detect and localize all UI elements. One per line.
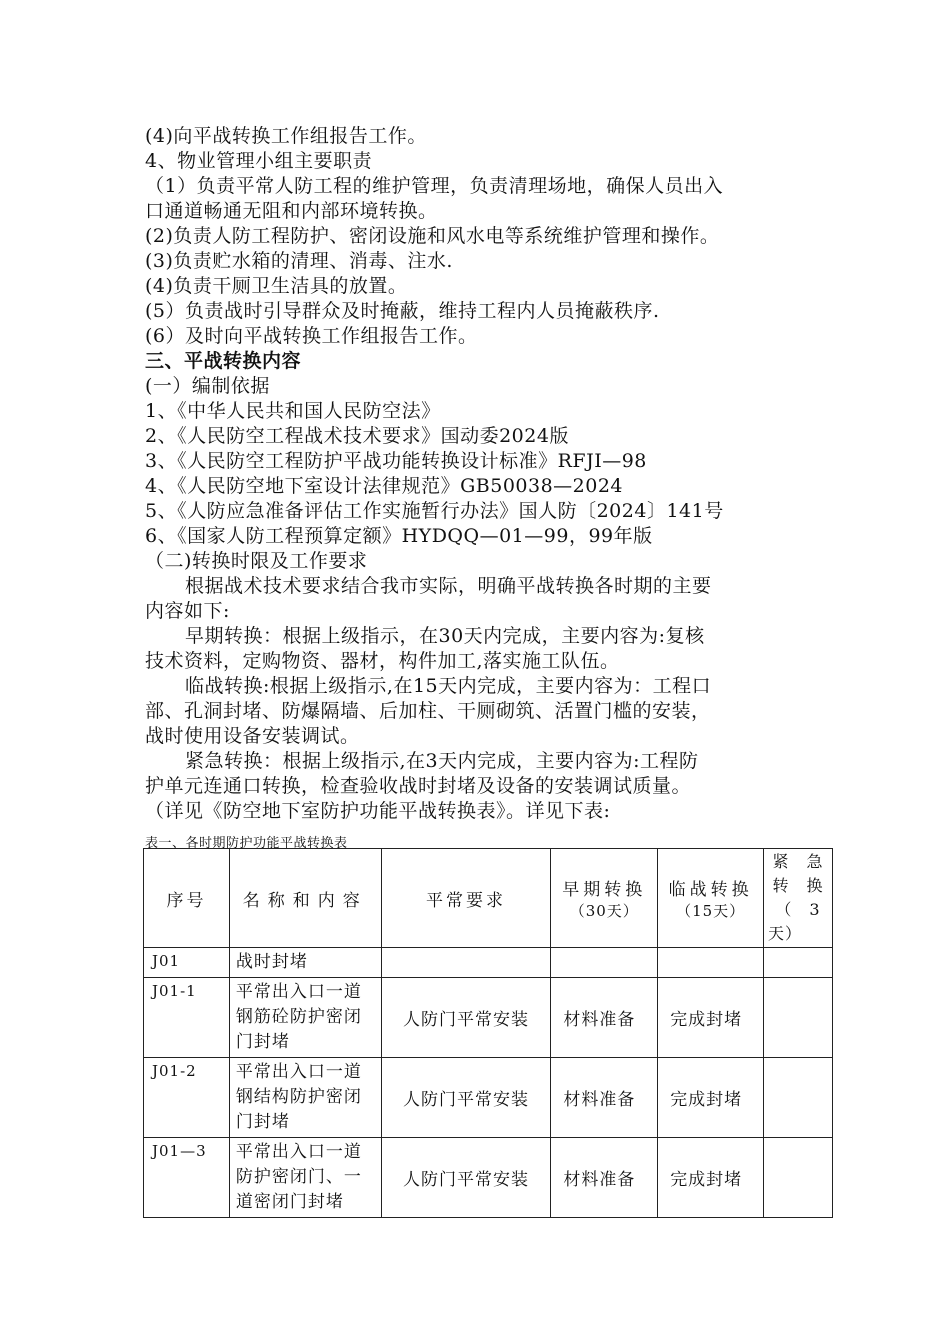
- table-row: [144, 978, 833, 1058]
- table-caption: 表一、各时期防护功能平战转换表: [145, 836, 348, 851]
- subsection-heading: (一）编制依据: [145, 375, 270, 397]
- table-row: [144, 1058, 833, 1138]
- row-early: 材料准备: [551, 978, 658, 1058]
- row-name: 战时封堵: [229, 948, 381, 978]
- row-code: J01-2: [144, 1058, 230, 1138]
- header-cell: 平常要求: [381, 849, 551, 948]
- row-normal: 人防门平常安装: [381, 978, 551, 1058]
- header-text: 转 换: [772, 876, 824, 895]
- row-name: 平常出入口一道钢筋砼防护密闭门封堵: [229, 978, 381, 1058]
- header-text: 临战转换: [668, 880, 753, 900]
- reference-item: 2、《人民防空工程战术技术要求》国动委2024版: [145, 425, 569, 447]
- reference-item: 6、《国家人防工程预算定额》HYDQQ—01—99，99年版: [145, 525, 653, 547]
- text-line: (6）及时向平战转换工作组报告工作。: [145, 325, 478, 347]
- row-urgent: [764, 948, 833, 978]
- text-line: (3)负责贮水箱的清理、消毒、注水.: [145, 250, 453, 272]
- reference-item: 3、《人民防空工程防护平战功能转换设计标准》RFJI—98: [145, 450, 647, 472]
- paragraph-line: 技术资料，定购物资、器材，构件加工,落实施工队伍。: [145, 650, 620, 672]
- header-subtext: （30天）: [569, 902, 639, 920]
- row-early: 材料准备: [551, 1058, 658, 1138]
- row-normal: 人防门平常安装: [381, 1138, 551, 1218]
- table-header-row: [144, 849, 833, 948]
- text-line: (2)负责人防工程防护、密闭设施和风水电等系统维护管理和操作。: [145, 225, 720, 247]
- text-line: （1）负责平常人防工程的维护管理，负责清理场地，确保人员出入: [145, 175, 724, 197]
- paragraph-line: 根据战术技术要求结合我市实际，明确平战转换各时期的主要: [185, 575, 712, 597]
- paragraph-line: 战时使用设备安装调试。: [145, 725, 360, 747]
- paragraph-line: 部、孔洞封堵、防爆隔墙、后加柱、干厕砌筑、活置门槛的安装，: [145, 700, 711, 722]
- conversion-table: [143, 848, 833, 1218]
- text-line: (5）负责战时引导群众及时掩蔽，维持工程内人员掩蔽秩序.: [145, 300, 660, 322]
- header-text: 紧 急: [772, 852, 824, 871]
- paragraph-line: 早期转换：根据上级指示，在30天内完成，主要内容为:复核: [185, 625, 705, 647]
- table-row: [144, 1138, 833, 1218]
- row-code: J01-1: [144, 978, 230, 1058]
- row-pre: 完成封堵: [658, 1138, 764, 1218]
- row-pre: 完成封堵: [658, 1058, 764, 1138]
- row-urgent: [764, 1138, 833, 1218]
- table-row: [144, 948, 833, 978]
- row-code: J01—3: [144, 1138, 230, 1218]
- reference-item: 4、《人民防空地下室设计法律规范》GB50038—2024: [145, 475, 624, 497]
- text-line: 口通道畅通无阻和内部环境转换。: [145, 200, 438, 222]
- header-cell: 序号: [144, 849, 230, 948]
- header-cell: [658, 849, 764, 948]
- text-line: (4)负责干厕卫生洁具的放置。: [145, 275, 408, 297]
- reference-item: 1、《中华人民共和国人民防空法》: [145, 400, 441, 422]
- paragraph-line: （详见《防空地下室防护功能平战转换表》。详见下表:: [145, 800, 611, 822]
- row-name: 平常出入口一道防护密闭门、一道密闭门封堵: [229, 1138, 381, 1218]
- paragraph-line: 护单元连通口转换，检查验收战时封堵及设备的安装调试质量。: [145, 775, 692, 797]
- text-line: (4)向平战转换工作组报告工作。: [145, 125, 427, 147]
- row-code: J01: [144, 948, 230, 978]
- header-cell: [764, 849, 833, 948]
- header-cell: [551, 849, 658, 948]
- section-heading: 4、物业管理小组主要职责: [145, 150, 373, 172]
- row-normal: 人防门平常安装: [381, 1058, 551, 1138]
- row-urgent: [764, 1058, 833, 1138]
- header-text: 早期转换: [562, 880, 647, 900]
- paragraph-line: 紧急转换：根据上级指示,在3天内完成，主要内容为:工程防: [185, 750, 699, 772]
- header-text: （ 3: [775, 900, 821, 919]
- header-cell: 名称和内容: [229, 849, 381, 948]
- reference-item: 5、《人防应急准备评估工作实施暂行办法》国人防〔2024〕141号: [145, 500, 724, 522]
- row-urgent: [764, 978, 833, 1058]
- row-early: 材料准备: [551, 1138, 658, 1218]
- row-pre: 完成封堵: [658, 978, 764, 1058]
- paragraph-line: 内容如下:: [145, 600, 230, 622]
- header-subtext: （15天）: [676, 902, 746, 920]
- subsection-heading: （二)转换时限及工作要求: [145, 550, 368, 572]
- header-text: 天）: [768, 924, 803, 943]
- row-normal: [381, 948, 551, 978]
- row-name: 平常出入口一道钢结构防护密闭门封堵: [229, 1058, 381, 1138]
- paragraph-line: 临战转换:根据上级指示,在15天内完成，主要内容为：工程口: [185, 675, 712, 697]
- row-early: [551, 948, 658, 978]
- row-pre: [658, 948, 764, 978]
- chapter-heading: 三、平战转换内容: [145, 350, 302, 372]
